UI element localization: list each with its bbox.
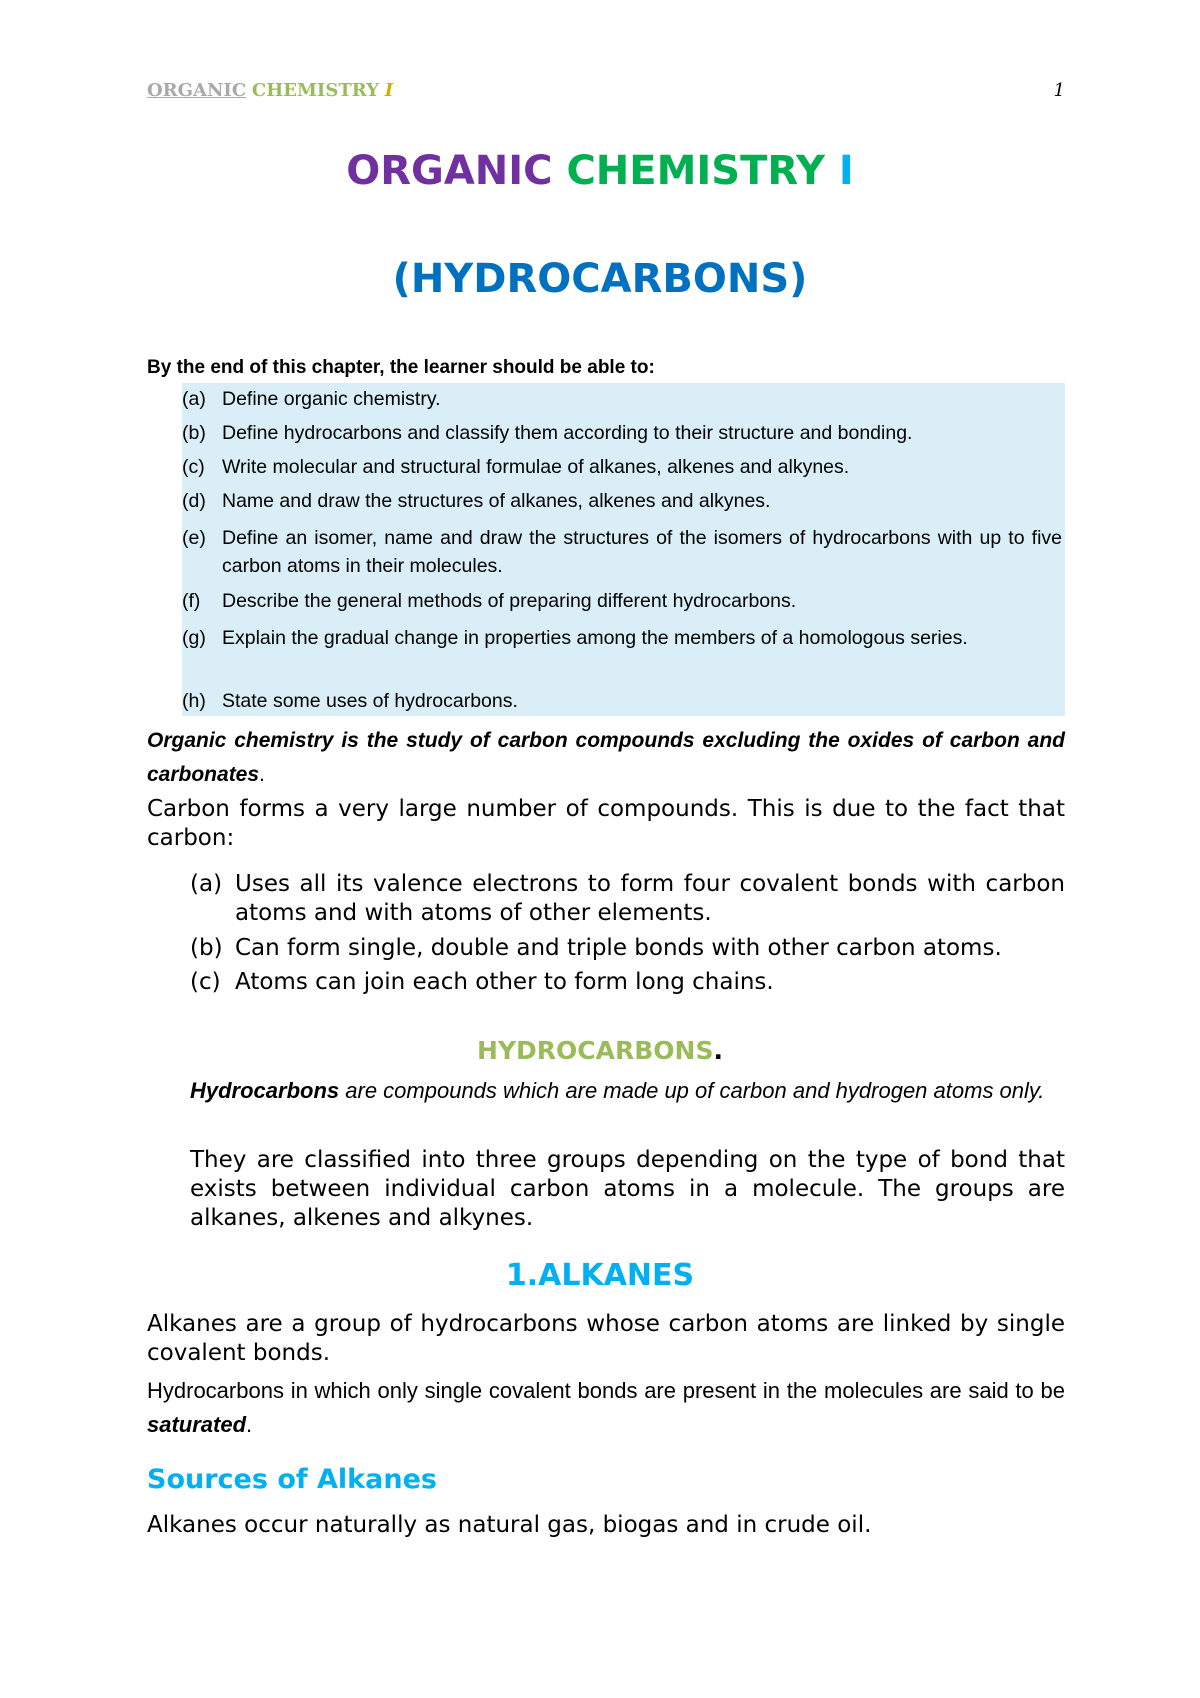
carbon-reason-item — [190, 870, 1065, 928]
definition-text: Organic chemistry is the study of carbon compounds excluding the oxides of carbon and carbonates — [147, 729, 1065, 786]
objective-text: Explain the gradual change in properties among the members of a homologous series. — [222, 627, 968, 649]
saturated-text: Hydrocarbons in which only single covalent bonds are present in the molecules are said to be — [147, 1378, 1065, 1403]
objective-item — [182, 456, 1062, 482]
objective-item — [182, 624, 1062, 680]
objective-label: (b) — [182, 422, 206, 444]
saturated-end: . — [246, 1412, 253, 1437]
organic-chemistry-definition — [147, 724, 1065, 792]
carbon-reason-item — [190, 968, 1065, 997]
objective-item — [182, 388, 1062, 414]
header-word-organic: ORGANIC — [147, 80, 247, 101]
objective-label: (a) — [182, 388, 206, 410]
objective-text: Define hydrocarbons and classify them according to their structure and bonding. — [222, 422, 913, 444]
reason-text: Atoms can join each other to form long chains. — [235, 969, 774, 995]
objective-label: (e) — [182, 527, 206, 549]
objective-text: Name and draw the structures of alkanes, alkenes and alkynes. — [222, 490, 771, 512]
hydrocarbons-heading-text: HYDROCARBONS — [477, 1036, 714, 1065]
objective-item — [182, 690, 1062, 716]
sources-heading: Sources of Alkanes — [147, 1464, 437, 1495]
title-word-i: I — [838, 148, 854, 194]
objective-item — [182, 590, 1062, 616]
page-title — [0, 148, 1200, 194]
carbon-reason-item — [190, 934, 1065, 963]
objective-text: Define an isomer, name and draw the structures of the isomers of hydrocarbons with up to five carbon atoms in their molecules. — [222, 527, 1062, 577]
saturated-term: saturated — [147, 1412, 247, 1437]
page-subtitle: (HYDROCARBONS) — [392, 256, 808, 302]
objective-text: Write molecular and structural formulae of alkanes, alkenes and alkynes. — [222, 456, 850, 478]
hydrocarbons-definition — [190, 1074, 1065, 1108]
reason-label: (b) — [190, 935, 223, 961]
hydrocarbons-heading — [0, 1036, 1200, 1065]
page-number: 1 — [1053, 80, 1065, 101]
objective-text: State some uses of hydrocarbons. — [222, 690, 518, 712]
reason-text: Uses all its valence electrons to form four covalent bonds with carbon atoms and with atoms of other elements. — [235, 871, 1065, 926]
reason-label: (c) — [190, 969, 221, 995]
reason-label: (a) — [190, 871, 223, 897]
hydrocarbons-term: Hydrocarbons — [190, 1078, 340, 1103]
title-word-organic: ORGANIC — [346, 148, 553, 194]
objectives-intro: By the end of this chapter, the learner should be able to: — [147, 357, 655, 378]
running-header — [147, 80, 1065, 111]
carbon-paragraph: Carbon forms a very large number of compounds. This is due to the fact that carbon: — [147, 796, 1065, 851]
objective-item — [182, 524, 1062, 580]
hydrocarbons-classification: They are classified into three groups depending on the type of bond that exists between individual carbon atoms in a molecule. The groups are alkanes, alkenes and alkynes. — [190, 1147, 1065, 1231]
hydrocarbons-heading-dot: . — [713, 1036, 723, 1065]
objective-label: (c) — [182, 456, 205, 478]
objective-item — [182, 490, 1062, 516]
objective-label: (g) — [182, 627, 206, 649]
alkanes-heading: 1.ALKANES — [505, 1258, 695, 1293]
objective-label: (d) — [182, 490, 206, 512]
header-word-chemistry: CHEMISTRY — [251, 80, 379, 101]
definition-end: . — [259, 763, 265, 786]
objective-label: (f) — [182, 590, 201, 612]
reason-text: Can form single, double and triple bonds with other carbon atoms. — [235, 935, 1002, 961]
objective-label: (h) — [182, 690, 206, 712]
saturated-paragraph — [147, 1374, 1065, 1442]
objective-text: Define organic chemistry. — [222, 388, 441, 410]
objective-item — [182, 422, 1062, 448]
objective-text: Describe the general methods of preparing different hydrocarbons. — [222, 590, 797, 612]
title-word-chemistry: CHEMISTRY — [566, 148, 825, 194]
header-word-i: I — [384, 80, 394, 101]
hydrocarbons-def-rest: are compounds which are made up of carbon and hydrogen atoms only. — [339, 1078, 1045, 1103]
alkanes-definition: Alkanes are a group of hydrocarbons whose carbon atoms are linked by single covalent bonds. — [147, 1311, 1065, 1366]
sources-text: Alkanes occur naturally as natural gas, biogas and in crude oil. — [147, 1512, 872, 1538]
